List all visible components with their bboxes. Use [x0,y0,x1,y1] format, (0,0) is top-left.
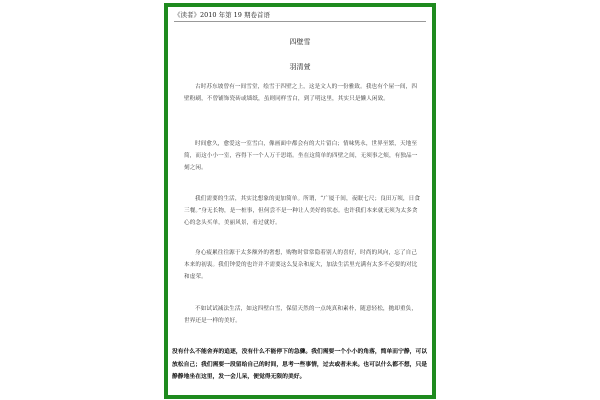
article-frame [164,3,436,399]
article-title: 四壁雪 [289,38,311,46]
paragraph: 时间愈久，愈爱这一室雪白，像画面中都会有的大片留白；情味隽永，世界至繁，天地至简，而这小小一室，容得下一个人万千思绪。坐在这简单的四壁之间，无须事之烦，有独品一刻之闲。 [184,141,418,171]
article-author: 羽清萱 [289,63,311,71]
magazine-header: 《读者》2010 年第 19 期卷首语 [174,9,426,22]
paragraph: 不如试试减法生活，如这四壁白雪，保留天然的一点纯真和素朴，随意轻松，抛却重负，世界还是一样的美好。 [184,306,418,324]
paragraph: 我们需要的生活，其实比想象的更加简单。所谓，“广厦千间，夜眠七尺；良田万顷，日食三餐。”身无长物，是一桩事，但何尝不是一种让人美好的状态。也许我们本来就无须为太多贪心的念头买单，美丽风景，看过就好。 [184,196,421,226]
closing-paragraph: 没有什么不能舍弃的追逐，没有什么不能停下的急骤。我们需要一个小小的角落，简单而宁静，可以放松自己；我们需要一段留给自己的时间，思考一些事情，过去或者未来。也可以什么都不想，只是静静地坐在这里，发一会儿呆，便觉得无限的美好。 [172,349,428,380]
paragraph: 古时苏东坡曾有一间雪堂，绘雪于四壁之上，这是文人的一份雅致。我也有个屋一间，四壁粉刷，不曾铺饰瓷砖或墙纸，虽则同样雪白，到了明这里，其实只是懒人闲致。 [184,84,418,102]
paragraph: 身心疲累往往源于太多额外的奢想，购物时常常隐着别人的喜好，时尚的风向，忘了自己本来的初衷。我们钟爱的也许并不需要这么复杂和庞大，加法生活里充满有太多不必要的对比和虚荣。 [184,250,418,280]
